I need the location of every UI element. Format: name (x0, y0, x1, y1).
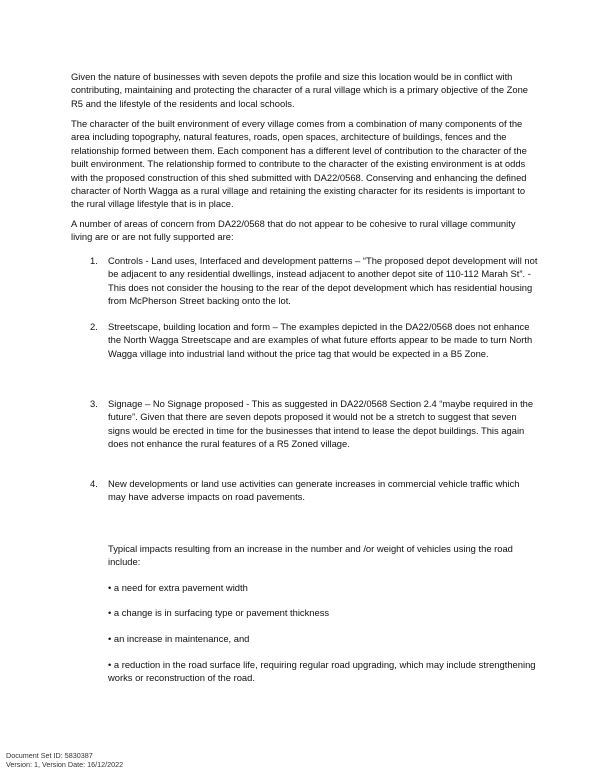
list-item-text: Controls - Land uses, Interfaced and development patterns – “The proposed depot development will not be adjacent to any residential dwellings, instead adjacent to another depot site of 110-112 Marah St”. - This does not consider the housing to the rear of the depot development which has residential housing from McPherson Street backing onto the lot. (108, 255, 538, 307)
paragraph-built-environment: The character of the built environment of every village comes from a combination of many components of the area including topography, natural features, roads, open spaces, architecture of buildings, fences and the relationship formed between them. Each component has a different level of contribution to the character of the built environment. The relationship formed to contribute to the character of the existing environment is at odds with the proposed construction of this shed submitted with DA22/0568. Conserving and enhancing the defined character of North Wagga as a rural village and retaining the existing character for its residents is important to the rural village lifestyle that is in place. (71, 118, 527, 210)
impact-bullet: • an increase in maintenance, and (108, 633, 250, 644)
list-item-text: New developments or land use activities can generate increases in commercial vehicle traffic which may have adverse impacts on road pavements. (108, 478, 520, 503)
list-item-text: Streetscape, building location and form – The examples depicted in the DA22/0568 does not enhance the North Wagga Streetscape and are examples of what future efforts appear to be made to turn North Wagga village into industrial land without the price tag that would be expected in a B5 Zone. (108, 321, 533, 359)
list-item-number: 3. (90, 398, 98, 409)
impact-bullet: • a reduction in the road surface life, requiring regular road upgrading, which may include strengthening works or reconstruction of the road. (108, 659, 536, 684)
impacts-intro: Typical impacts resulting from an increase in the number and /or weight of vehicles using the road include: (108, 543, 513, 568)
list-item-text: Signage – No Signage proposed - This as suggested in DA22/0568 Section 2.4 “maybe required in the future”. Given that there are seven depots proposed it would not be a stretch to suggest that seven signs would be erected in time for the businesses that intend to lease the depot buildings. This again does not enhance the rural features of a R5 Zoned village. (108, 398, 534, 450)
version-date: Version: 1, Version Date: 16/12/2022 (6, 760, 124, 770)
paragraph-conflict-character: Given the nature of businesses with seven depots the profile and size this location would be in conflict with contributing, maintaining and protecting the character of a rural village which is a primary objective of the Zone R5 and the lifestyle of the residents and local schools. (71, 71, 529, 109)
list-item-number: 4. (90, 478, 98, 489)
document-set-id: Document Set ID: 5830387 (6, 751, 93, 760)
list-item-number: 2. (90, 321, 98, 332)
list-item-number: 1. (90, 255, 98, 266)
document-footer (6, 751, 123, 769)
paragraph-areas-of-concern: A number of areas of concern from DA22/0568 that do not appear to be cohesive to rural village community living are or are not fully supported are: (71, 218, 516, 243)
impact-bullet: • a change is in surfacing type or pavement thickness (108, 607, 330, 618)
impact-bullet: • a need for extra pavement width (108, 582, 248, 593)
